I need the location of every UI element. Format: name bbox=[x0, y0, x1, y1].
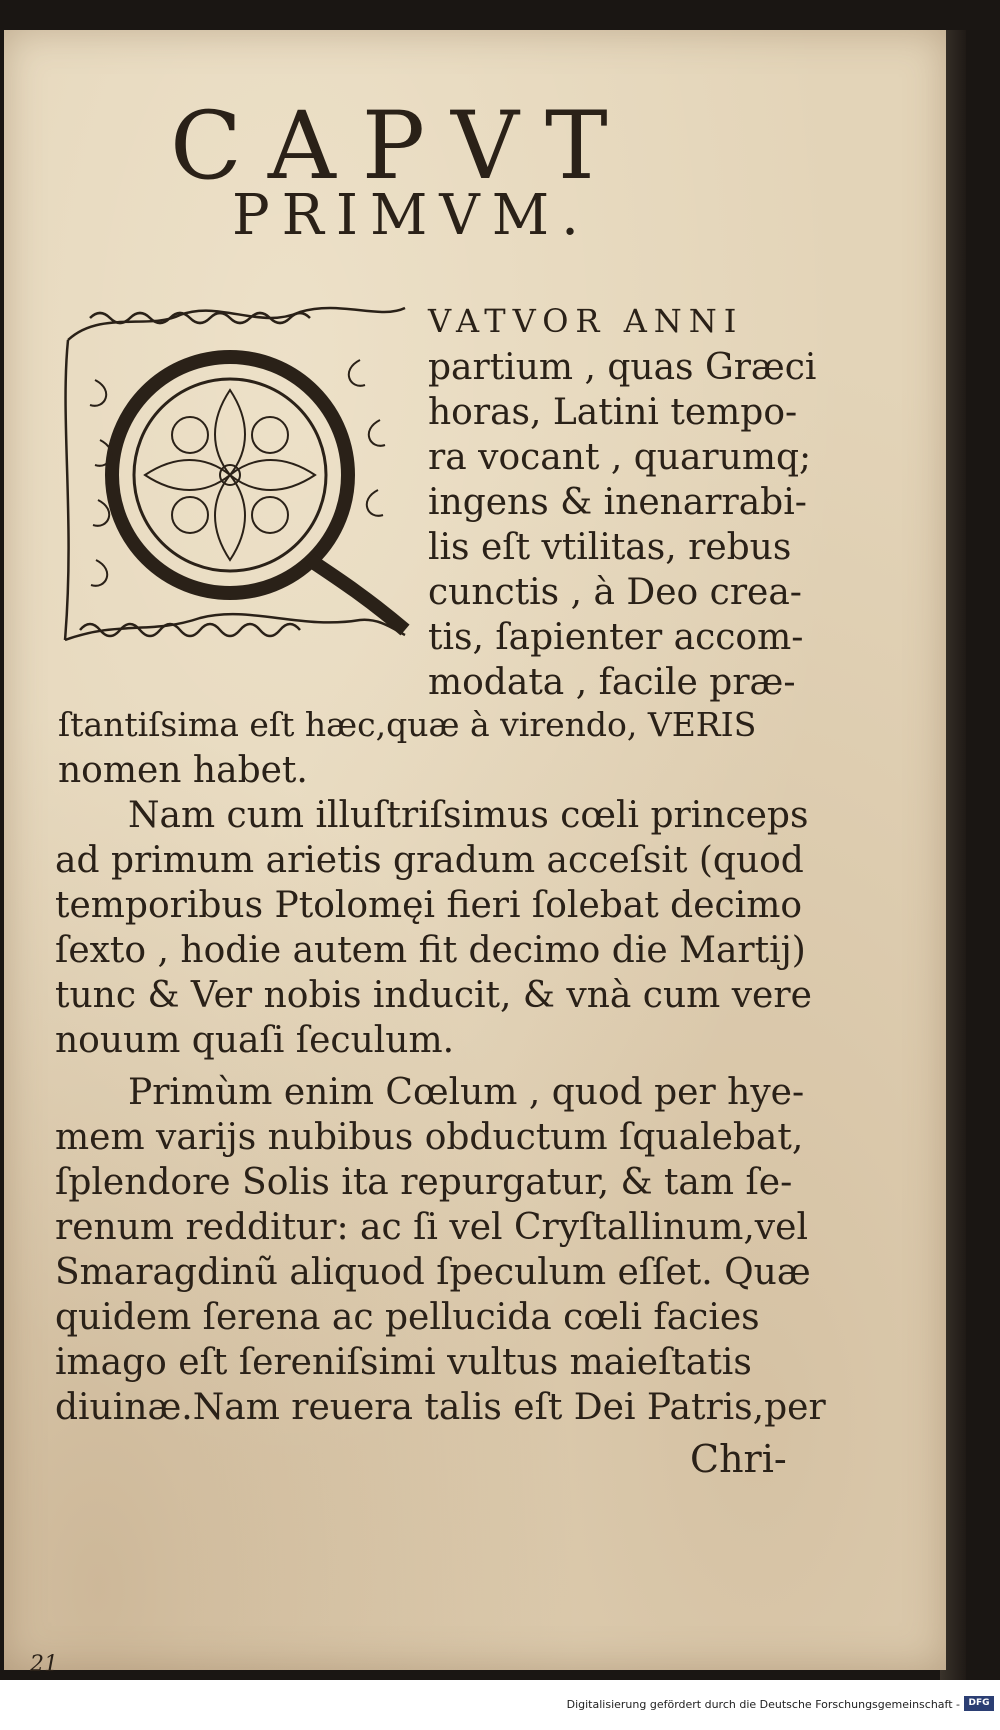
text-line: Primùm enim Cœlum , quod per hye- bbox=[128, 1072, 805, 1113]
text-line: diuinæ.Nam reuera talis eſt Dei Patris,per bbox=[55, 1387, 826, 1428]
text-line: ingens & inenarrabi- bbox=[428, 482, 807, 523]
signature-mark: 21 bbox=[30, 1652, 58, 1677]
text-line: tunc & Ver nobis inducit, & vnà cum vere bbox=[55, 975, 812, 1016]
text-line: cunctis , à Deo crea- bbox=[428, 572, 802, 613]
footer-bar bbox=[0, 1680, 1000, 1730]
text-line: lis eſt vtilitas, rebus bbox=[428, 527, 792, 568]
footer-credit: Digitalisierung gefördert durch die Deutsche Forschungsgemeinschaft - bbox=[566, 1698, 960, 1711]
text-line: ſexto , hodie autem fit decimo die Martij) bbox=[55, 930, 806, 971]
text-line: partium , quas Græci bbox=[428, 347, 817, 388]
text-line: VATVOR ANNI bbox=[428, 302, 744, 340]
text-line: ſplendore Solis ita repurgatur, & tam ſe- bbox=[55, 1162, 793, 1203]
dfg-logo-icon: DFG bbox=[964, 1696, 994, 1711]
text-line: modata , facile præ- bbox=[428, 662, 796, 703]
text-line: ſtantiſsima eſt hæc,quæ à virendo, VERIS bbox=[58, 705, 757, 744]
text-line: temporibus Ptolomęi fieri ſolebat decimo bbox=[55, 885, 802, 926]
text-line: renum redditur: ac ſi vel Cryſtallinum,vel bbox=[55, 1207, 808, 1248]
catchword: Chri- bbox=[690, 1437, 787, 1481]
text-line: Smaragdinũ aliquod ſpeculum eſſet. Quæ bbox=[55, 1252, 811, 1293]
decorated-initial-q-icon bbox=[60, 300, 410, 645]
chapter-subheading: PRIMVM. bbox=[232, 183, 591, 248]
text-line: nouum quaſi ſeculum. bbox=[55, 1020, 455, 1061]
text-line: imago eſt ſereniſsimi vultus maieſtatis bbox=[55, 1342, 752, 1383]
text-line: ad primum arietis gradum acceſsit (quod bbox=[55, 840, 804, 881]
text-line: mem varijs nubibus obductum ſqualebat, bbox=[55, 1117, 804, 1158]
chapter-heading: CAPVT bbox=[170, 92, 634, 201]
text-line: quidem ſerena ac pellucida cœli facies bbox=[55, 1297, 760, 1338]
text-line: tis, ſapienter accom- bbox=[428, 617, 804, 658]
text-line: Nam cum illuſtriſsimus cœli princeps bbox=[128, 795, 809, 836]
text-line: nomen habet. bbox=[58, 750, 308, 791]
text-line: horas, Latini tempo- bbox=[428, 392, 798, 433]
text-line: ra vocant , quarumq; bbox=[428, 437, 812, 478]
